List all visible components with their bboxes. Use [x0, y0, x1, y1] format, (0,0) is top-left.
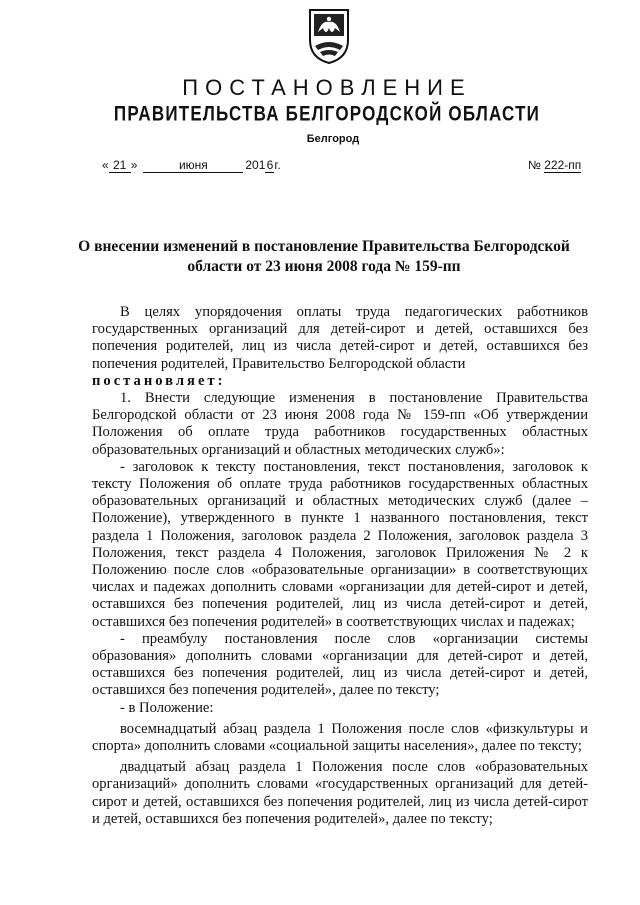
decree-word: постановляет:	[92, 372, 226, 389]
bullet-1-paragraph: - заголовок к тексту постановления, текст постановления, заголовок к тексту Положения об оплате труда работников государственных областных образовательных организаций и областных методических служб (далее – Положение), утвержденного в пункте 1 названного постановления, текст раздела 1 Положения, заголовок раздела 2 Положения, заголовок раздела 3 Положения, текст раздела 4 Положения, заголовок Приложения № 2 к Положению после слов «образовательные организации» в соответствующих числах и падежах дополнить словами «организации для детей-сирот и детей, оставшихся без попечения родителей, лиц из числа детей-сирот и детей, оставшихся без попечения родителей» в соответствующих числах и падежах;	[92, 458, 588, 630]
number-value: 222-пп	[544, 158, 582, 172]
document-body	[92, 304, 588, 828]
date-open-quote: «	[102, 158, 109, 172]
date-year-suffix: 6	[266, 158, 274, 172]
document-subject: О внесении изменений в постановление Правительства Белгородской области от 23 июня 2008 года № 159-пп	[78, 238, 570, 275]
document-number	[528, 158, 581, 172]
preamble-paragraph: В целях упорядочения оплаты труда педагогических работников государственных организаций для детей-сирот и детей, оставшихся без попечения родителей, лиц из числа детей-сирот и детей, оставшихся без попечения родителей, Правительство Белгородской области	[92, 304, 588, 372]
document-type-title: ПОСТАНОВЛЕНИЕ	[182, 75, 472, 100]
coat-of-arms-icon	[304, 6, 354, 66]
date-month: июня	[143, 158, 243, 173]
paragraph-twentieth: двадцатый абзац раздела 1 Положения после слов «образовательных организаций» дополнить словами «государственных организаций для детей-сирот и детей, оставшихся без попечения родителей, лиц из числа детей-сирот и детей, оставшихся без попечения родителей», далее по тексту;	[92, 759, 588, 827]
paragraph-eighteenth: восемнадцатый абзац раздела 1 Положения после слов «физкультуры и спорта» дополнить словами «социальной защиты населения», далее по тексту;	[92, 720, 588, 755]
date-year-end: г.	[274, 158, 281, 172]
city-name: Белгород	[306, 133, 360, 145]
issuing-authority: ПРАВИТЕЛЬСТВА БЕЛГОРОДСКОЙ ОБЛАСТИ	[113, 101, 541, 126]
number-label: №	[528, 158, 541, 172]
bullet-2-paragraph: - преамбулу постановления после слов «организации системы образования» дополнить словами «организации для детей-сирот и детей, оставшихся без попечения родителей, лиц из числа детей-сирот и детей, оставшихся без попечения родителей», далее по тексту;	[92, 630, 588, 699]
document-date	[102, 158, 281, 173]
date-day: 21	[109, 158, 131, 173]
date-year-prefix: 201	[245, 158, 266, 172]
date-close-quote: »	[130, 158, 138, 172]
item-1-paragraph: 1. Внести следующие изменения в постановление Правительства Белгородской области от 23 июня 2008 года № 159-пп «Об утверждении Положения об оплате труда работников государственных областных образовательных организаций и областных методических служб»:	[92, 390, 588, 458]
bullet-3-paragraph: - в Положение:	[120, 699, 214, 716]
